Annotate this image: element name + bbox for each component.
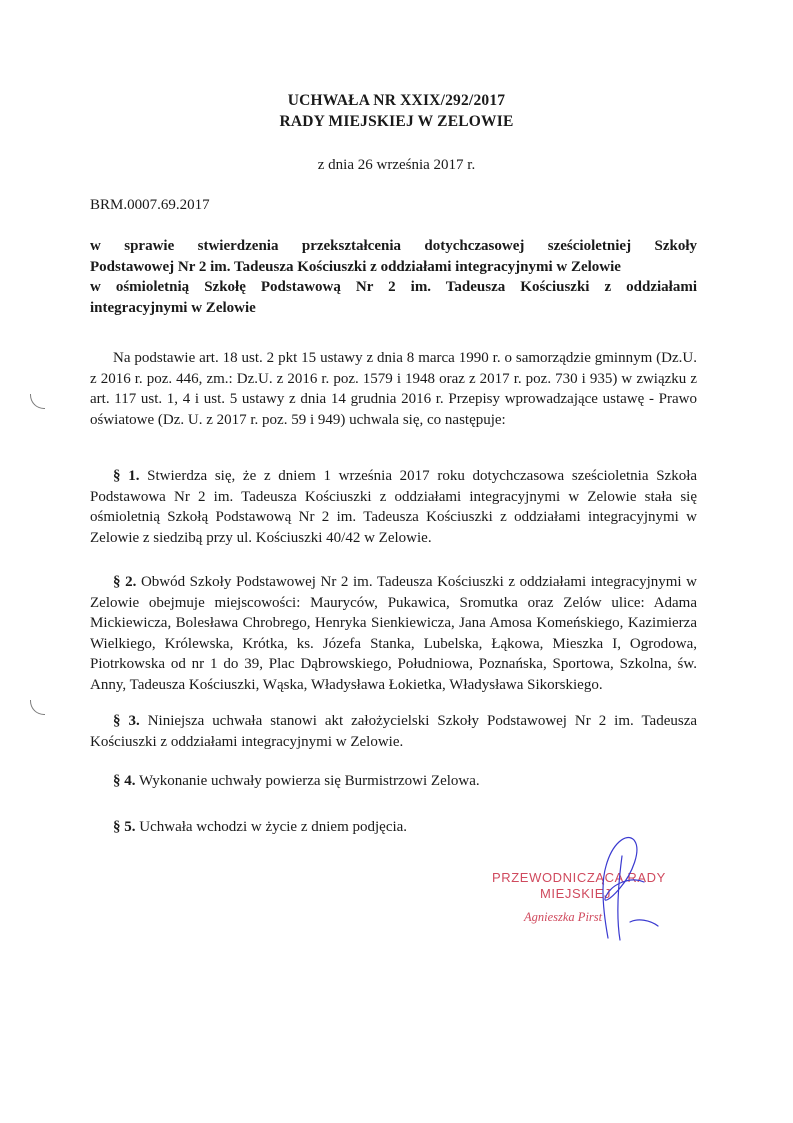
reference-number: BRM.0007.69.2017 [90, 197, 210, 213]
punch-hole-mark [30, 700, 45, 715]
section-label: § 5. [113, 819, 136, 835]
stamp-title: PRZEWODNICZĄCA RADY [492, 870, 666, 885]
resolution-subject [90, 236, 697, 318]
handwritten-signature [560, 826, 670, 946]
subject-line: w ośmioletnią Szkołę Podstawową Nr 2 im. Tadeusza Kościuszki z oddziałami [90, 279, 697, 295]
section-label: § 2. [113, 574, 137, 590]
punch-hole-mark [30, 394, 45, 409]
resolution-title: UCHWAŁA NR XXIX/292/2017 [287, 92, 506, 109]
section-label: § 1. [113, 468, 140, 484]
council-name: RADY MIEJSKIEJ W ZELOWIE [279, 113, 514, 130]
section-4 [90, 771, 697, 792]
stamp-name: Agnieszka Pirst [524, 910, 603, 924]
resolution-date: z dnia 26 września 2017 r. [317, 157, 476, 173]
subject-line: w sprawie stwierdzenia przekształcenia dotychczasowej sześcioletniej Szkoły [90, 238, 697, 254]
stamp-subtitle: MIEJSKIEJ [540, 886, 612, 901]
section-3 [90, 711, 697, 752]
section-1 [90, 466, 697, 548]
subject-line: integracyjnymi w Zelowie [90, 299, 256, 316]
section-2 [90, 572, 697, 695]
section-text: Stwierdza się, że z dniem 1 września 2017 roku dotychczasowa sześcioletnia Szkoła Podstawowa Nr 2 im. Tadeusza Kościuszki z oddziałami integracyjnymi w Zelowie stała się ośmioletnią Szkołą Podstawową Nr 2 im. Tadeusza Kościuszki z oddziałami integracyjnymi w Zelowie z siedzibą przy ul. Kościuszki 40/42 w Zelowie. [90, 468, 698, 546]
section-label: § 3. [113, 713, 140, 729]
section-text: Uchwała wchodzi w życie z dniem podjęcia. [139, 819, 408, 835]
subject-line: Podstawowej Nr 2 im. Tadeusza Kościuszki z oddziałami integracyjnymi w Zelowie [90, 258, 621, 275]
section-text: Wykonanie uchwały powierza się Burmistrzowi Zelowa. [138, 773, 480, 789]
legal-basis-paragraph: Na podstawie art. 18 ust. 2 pkt 15 ustawy z dnia 8 marca 1990 r. o samorządzie gminnym (Dz.U. z 2016 r. poz. 446, zm.: Dz.U. z 2016 r. poz. 1579 i 1948 oraz z 2017 r. poz. 730 i 935) w związku z art. 117 ust. 1, 4 i ust. 5 ustawy z dnia 14 grudnia 2016 r. Przepisy wprowadzające ustawę - Prawo oświatowe (Dz. U. z 2017 r. poz. 59 i 949) uchwala się, co następuje: [90, 350, 697, 428]
section-label: § 4. [113, 773, 136, 789]
section-text: Niniejsza uchwała stanowi akt założycielski Szkoły Podstawowej Nr 2 im. Tadeusza Kościuszki z oddziałami integracyjnymi w Zelowie. [90, 713, 698, 750]
section-text: Obwód Szkoły Podstawowej Nr 2 im. Tadeusza Kościuszki z oddziałami integracyjnymi w Zelowie obejmuje miejscowości: Mauryców, Pukawica, Sromutka oraz Zelów ulice: Adama Mickiewicza, Bolesława Chrobrego, Henryka Sienkiewicza, Jana Amosa Komeńskiego, Kazimierza Wielkiego, Królewska, Krótka, ks. Józefa Stanka, Lubelska, Łąkowa, Mieszka I, Ogrodowa, Piotrkowska od nr 1 do 39, Plac Dąbrowskiego, Południowa, Poznańska, Sportowa, Szkolna, św. Anny, Tadeusza Kościuszki, Wąska, Władysława Łokietka, Władysława Sikorskiego. [90, 574, 698, 693]
